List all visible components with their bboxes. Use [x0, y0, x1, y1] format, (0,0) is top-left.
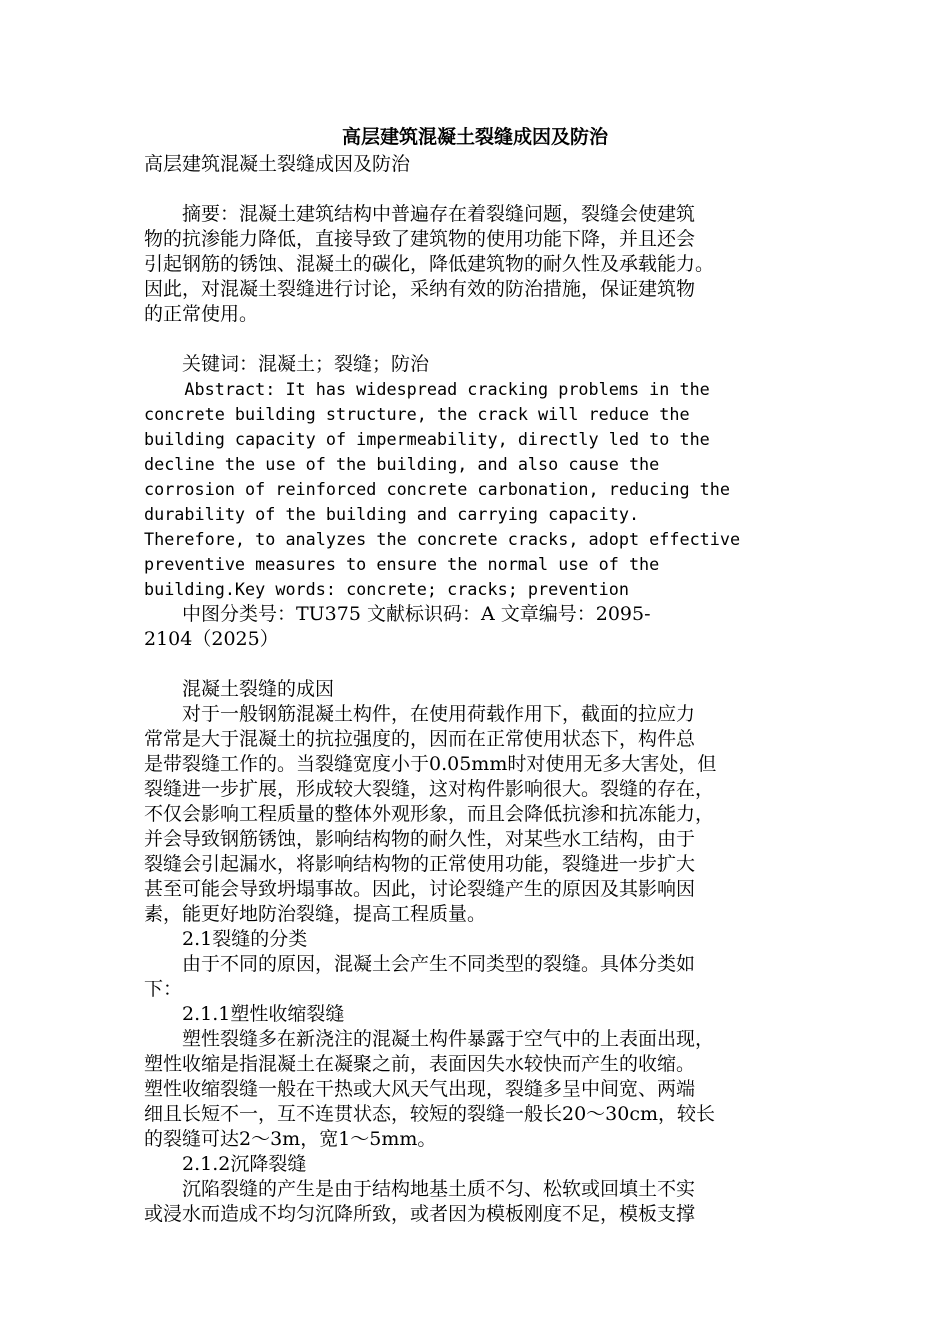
- section-body-line: 常常是大于混凝土的抗拉强度的，因而在正常使用状态下，构件总: [144, 728, 696, 750]
- subsection-body-line: 塑性裂缝多在新浇注的混凝土构件暴露于空气中的上表面出现，: [144, 1028, 715, 1050]
- abstract-en: [144, 377, 806, 602]
- section-body-line: 裂缝进一步扩展，形成较大裂缝，这对构件影响很大。裂缝的存在，: [144, 778, 715, 800]
- subsection-body-2-1-2: [144, 1177, 806, 1227]
- subsection-heading-2-1-1: 2.1.1塑性收缩裂缝: [144, 1003, 345, 1025]
- classification-line: 中图分类号：TU375 文献标识码：A 文章编号：2095-: [144, 603, 651, 625]
- document-subtitle: 高层建筑混凝土裂缝成因及防治: [144, 153, 411, 175]
- abstract-en-line: building capacity of impermeability, directly led to the: [144, 429, 710, 449]
- abstract-en-line: building.Key words: concrete; cracks; prevention: [144, 579, 629, 599]
- section-body-line: 甚至可能会导致坍塌事故。因此，讨论裂缝产生的原因及其影响因: [144, 878, 696, 900]
- section-body-line: 不仅会影响工程质量的整体外观形象，而且会降低抗渗和抗冻能力，: [144, 803, 715, 825]
- abstract-en-line: Abstract: It has widespread cracking problems in the: [144, 379, 710, 399]
- subsection-heading-2-1-2: 2.1.2沉降裂缝: [144, 1153, 307, 1175]
- subsection-heading-2-1: 2.1裂缝的分类: [144, 928, 308, 950]
- section-body-line: 是带裂缝工作的。当裂缝宽度小于0.05mm时对使用无多大害处，但: [144, 753, 717, 775]
- classification-line: 2104（2025）: [144, 628, 279, 650]
- section-heading: 混凝土裂缝的成因: [144, 678, 335, 700]
- spacer: [144, 177, 806, 202]
- subsection-body-line: 细且长短不一，互不连贯状态，较短的裂缝一般长20～30cm，较长: [144, 1103, 716, 1125]
- document-title: 高层建筑混凝土裂缝成因及防治: [341, 126, 608, 148]
- subsection-body-line: 塑性收缩是指混凝土在凝聚之前，表面因失水较快而产生的收缩。: [144, 1053, 696, 1075]
- section-body-line: 素，能更好地防治裂缝，提高工程质量。: [144, 903, 487, 925]
- section-body-line: 对于一般钢筋混凝土构件，在使用荷载作用下，截面的拉应力: [144, 703, 696, 725]
- abstract-en-line: preventive measures to ensure the normal use of the: [144, 554, 660, 574]
- subsection-body-line: 塑性收缩裂缝一般在干热或大风天气出现，裂缝多呈中间宽、两端: [144, 1078, 696, 1100]
- subsection-body-line: 沉陷裂缝的产生是由于结构地基土质不匀、松软或回填土不实: [144, 1178, 696, 1200]
- section-body-line: 并会导致钢筋锈蚀，影响结构物的耐久性，对某些水工结构，由于: [144, 828, 696, 850]
- spacer: [144, 652, 806, 677]
- abstract-en-line: Therefore, to analyzes the concrete cracks, adopt effective: [144, 529, 741, 549]
- abstract-en-line: concrete building structure, the crack will reduce the: [144, 404, 690, 424]
- keywords-cn: 关键词：混凝土；裂缝；防治: [144, 353, 430, 375]
- document-page: [144, 122, 806, 1227]
- abstract-en-line: decline the use of the building, and also cause the: [144, 454, 660, 474]
- abstract-en-line: corrosion of reinforced concrete carbonation, reducing the: [144, 479, 730, 499]
- abstract-cn-line: 因此，对混凝土裂缝进行讨论，采纳有效的防治措施，保证建筑物: [144, 278, 696, 300]
- abstract-cn: [144, 202, 806, 327]
- section-body: [144, 702, 806, 927]
- subsection-body-2-1-1: [144, 1027, 806, 1152]
- subsection-body-2-1: [144, 952, 806, 1002]
- spacer: [144, 327, 806, 352]
- abstract-cn-line: 摘要：混凝土建筑结构中普遍存在着裂缝问题，裂缝会使建筑: [144, 203, 696, 225]
- abstract-cn-line: 的正常使用。: [144, 303, 259, 325]
- subsection-body-line: 由于不同的原因，混凝土会产生不同类型的裂缝。具体分类如: [144, 953, 696, 975]
- abstract-en-line: durability of the building and carrying capacity.: [144, 504, 640, 524]
- abstract-cn-line: 物的抗渗能力降低，直接导致了建筑物的使用功能下降，并且还会: [144, 228, 696, 250]
- classification-info: [144, 602, 806, 652]
- abstract-cn-line: 引起钢筋的锈蚀、混凝土的碳化，降低建筑物的耐久性及承载能力。: [144, 253, 715, 275]
- section-body-line: 裂缝会引起漏水，将影响结构物的正常使用功能，裂缝进一步扩大: [144, 853, 696, 875]
- subsection-body-line: 或浸水而造成不均匀沉降所致，或者因为模板刚度不足，模板支撑: [144, 1203, 696, 1225]
- subsection-body-line: 下：: [144, 978, 183, 1000]
- subsection-body-line: 的裂缝可达2～3m，宽1～5mm。: [144, 1128, 437, 1150]
